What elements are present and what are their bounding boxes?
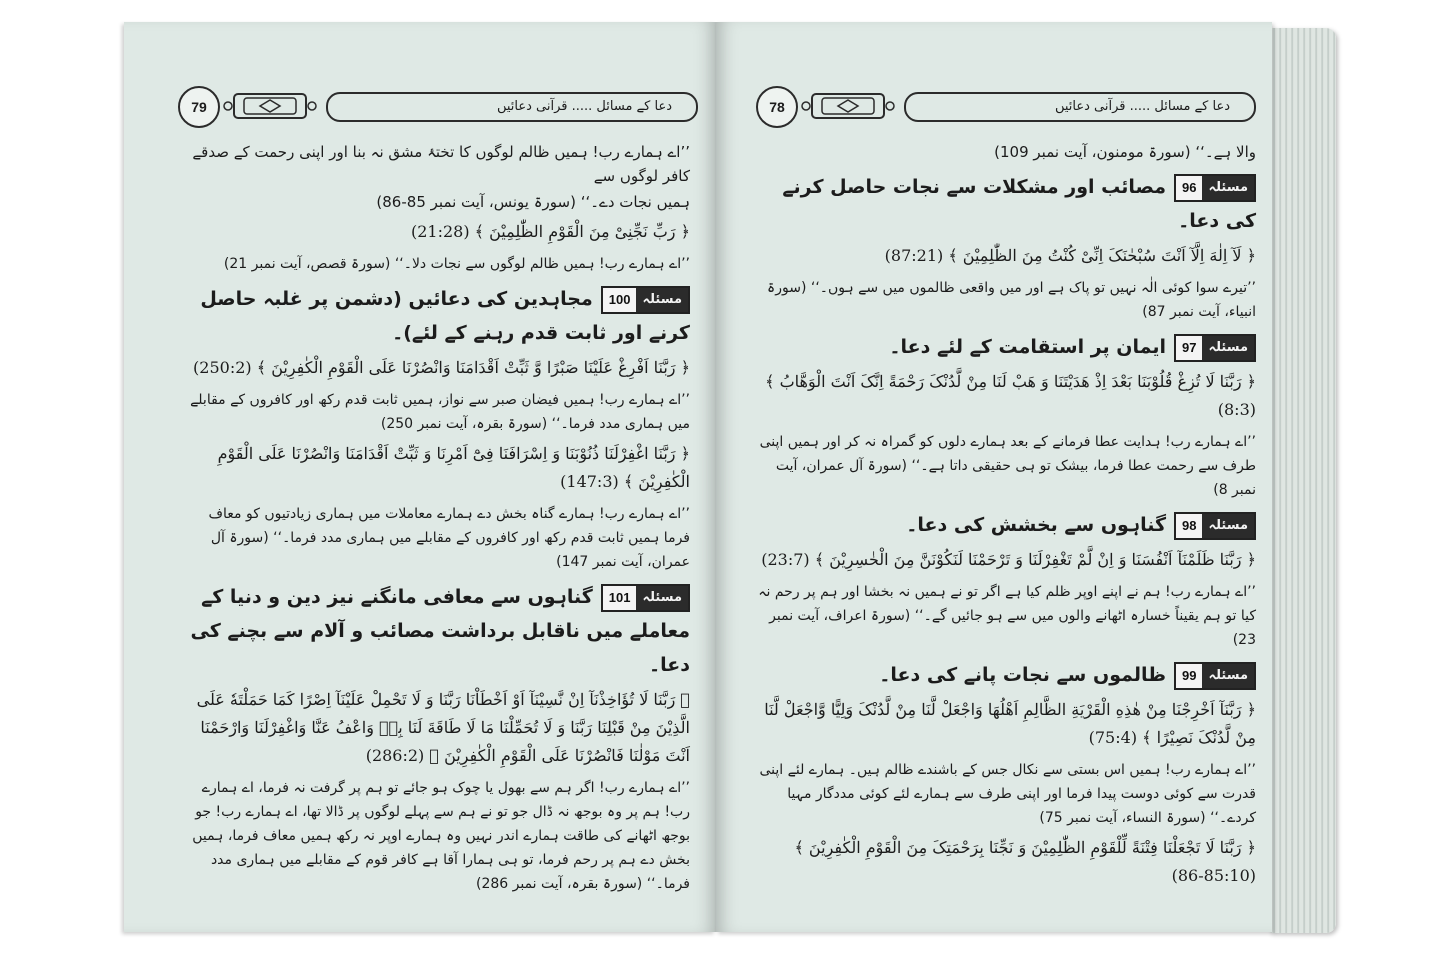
arabic-verse: ﴿ رَبِّ نَجِّنِیْ مِنَ الْقَوْمِ الظّٰلِمِیْنَ ﴾ (21:28) (410, 222, 690, 241)
masla-title: گناہوں سے بخشش کی دعا۔ (906, 514, 1167, 536)
left-page-header (178, 82, 698, 130)
right-page-header (756, 82, 1256, 130)
masla-heading (178, 580, 690, 682)
page-number: 79 (178, 86, 220, 128)
masla-title: ایمان پر استقامت کے لئے دعا۔ (889, 336, 1167, 358)
masla-title: مجاہدین کی دعائیں (دشمن پر غلبہ حاصل کرنے اور ثابت قدم رہنے کے لئے)۔ (200, 288, 690, 344)
masla-heading (756, 330, 1256, 364)
header-banner: دعا کے مسائل ..... قرآنی دعائیں (326, 92, 698, 122)
masla-badge (1174, 174, 1256, 202)
masla-badge (601, 286, 690, 314)
masla-label: مسئلہ (636, 586, 688, 610)
ornament-icon (798, 88, 898, 124)
masla-label: مسئلہ (1202, 664, 1254, 688)
body-text: والا ہے۔‘‘ (سورۃ مومنون، آیت نمبر 109) (994, 143, 1256, 161)
arabic-verse: ﴿ رَبَّنَا ظَلَمْنَآ اَنْفُسَنَا وَ اِنْ لَّمْ تَغْفِرْلَنَا وَ تَرْحَمْنَا لَنَکُوْنَنَّ مِنَ الْخٰسِرِیْنَ ﴾ (23:7) (761, 550, 1256, 569)
translation-text: ’’اے ہمارے رب! ہمیں اس بستی سے نکال جس کے باشندے ظالم ہیں۔ ہمارے لئے اپنی قدرت سے کوئی دوست پیدا فرما اور اپنی طرف سے ہمارے لئے کوئی مددگار مہیا کردے۔‘‘ (سورۃ النساء، آیت نمبر 75) (759, 762, 1256, 826)
masla-number: 101 (603, 586, 637, 610)
translation-text: ’’اے ہمارے رب! ہمارے گناہ بخش دے ہمارے معاملات میں ہماری زیادتیوں کو معاف فرما ہمیں ثابت قدم رکھ اور کافروں کے مقابلے میں ہماری مدد فرما۔‘‘ (سورۃ آل عمران، آیت نمبر 147) (208, 506, 690, 570)
arabic-verse: ﴿ رَبَّنَآ اَخْرِجْنَا مِنْ هٰذِهِ الْقَرْیَةِ الظَّالِمِ اَهْلُهَا وَاجْعَلْ لَّنَا مِنْ لَّدُنْکَ وَلِیًّا وَّاجْعَلْ لَّنَا مِنْ لَّدُنْکَ نَصِیْرًا ﴾ (75:4) (764, 700, 1256, 747)
masla-heading (756, 508, 1256, 542)
translation-text: ’’اے ہمارے رب! اگر ہم سے بھول یا چوک ہو جائے تو ہم پر گرفت نہ فرما، اے ہمارے رب! ہم پر وہ بوجھ نہ ڈال جو تو نے ہم سے پہلے لوگوں پر ڈالا تھا، اے ہمارے رب! جو بوجھ اٹھانے کی طاقت ہمارے اندر نہیں وہ ہمارے اوپر نہ رکھ ہمیں معاف فرما، ہمیں بخش دے ہم پر رحم فرما، تو ہی ہمارا آقا ہے کافر قوم کے مقابلے میں ہماری مدد فرما۔‘‘ (سورۃ بقرہ، آیت نمبر 286) (192, 780, 690, 892)
arabic-verse: ﴿ لَآ اِلٰهَ اِلَّآ اَنْتَ سُبْحٰنَکَ اِنِّیْ کُنْتُ مِنَ الظّٰلِمِیْنَ ﴾ (87:21) (884, 246, 1256, 265)
translation-text: ’’اے ہمارے رب! ہمیں فیضان صبر سے نواز، ہمیں ثابت قدم رکھ اور کافروں کے مقابلے میں ہماری مدد فرما۔‘‘ (سورۃ بقرہ، آیت نمبر 250) (190, 392, 690, 432)
right-page (716, 22, 1272, 932)
page-number: 78 (756, 86, 798, 128)
masla-number: 96 (1176, 176, 1202, 200)
left-page-content (178, 140, 690, 900)
masla-number: 97 (1176, 336, 1202, 360)
masla-title: مصائب اور مشکلات سے نجات حاصل کرنے کی دعا۔ (782, 176, 1256, 232)
masla-title: گناہوں سے معافی مانگنے نیز دین و دنیا کے معاملے میں ناقابل برداشت مصائب و آلام سے بچنے کی دعا۔ (190, 586, 690, 676)
masla-badge (1174, 334, 1256, 362)
masla-title: ظالموں سے نجات پانے کی دعا۔ (879, 664, 1167, 686)
masla-label: مسئلہ (636, 288, 688, 312)
page-edges (1270, 28, 1336, 933)
masla-heading (756, 658, 1256, 692)
masla-heading (178, 282, 690, 350)
masla-label: مسئلہ (1202, 176, 1254, 200)
right-page-content (756, 140, 1256, 896)
masla-badge (1174, 512, 1256, 540)
masla-label: مسئلہ (1202, 514, 1254, 538)
arabic-verse: ﴿ رَبَّنَا اغْفِرْلَنَا ذُنُوْبَنَا وَ اِسْرَافَنَا فِیْٓ اَمْرِنَا وَ ثَبِّتْ اَقْدَامَنَا وَانْصُرْنَا عَلَی الْقَوْمِ الْکٰفِرِیْنَ ﴾ (147:3) (217, 444, 690, 491)
left-page (124, 22, 716, 932)
masla-number: 98 (1176, 514, 1202, 538)
masla-label: مسئلہ (1202, 336, 1254, 360)
body-text: ’’اے ہمارے رب! ہمیں ظالم لوگوں کا تختۂ مشق نہ بنا اور اپنی رحمت کے صدقے کافر لوگوں سے (192, 143, 690, 185)
masla-number: 99 (1176, 664, 1202, 688)
body-text: ہمیں نجات دے۔‘‘ (سورۃ یونس، آیت نمبر 85-86) (376, 193, 690, 211)
translation-text: ’’اے ہمارے رب! ہمیں ظالم لوگوں سے نجات دلا۔‘‘ (سورۃ قصص، آیت نمبر 21) (223, 256, 690, 272)
translation-text: ’’تیرے سوا کوئی الٰہ نہیں تو پاک ہے اور میں واقعی ظالموں میں سے ہوں۔‘‘ (سورۃ انبیاء، آیت نمبر 87) (767, 280, 1256, 320)
ornament-icon (220, 88, 320, 124)
translation-text: ’’اے ہمارے رب! ہدایت عطا فرمانے کے بعد ہمارے دلوں کو گمراہ نہ کر اور ہمیں اپنی طرف سے رحمت عطا فرما، بیشک تو ہی حقیقی داتا ہے۔‘‘ (سورۃ آل عمران، آیت نمبر 8) (759, 434, 1256, 498)
masla-heading (756, 170, 1256, 238)
header-banner: دعا کے مسائل ..... قرآنی دعائیں (904, 92, 1256, 122)
masla-badge (1174, 662, 1256, 690)
arabic-verse: ﴿ رَبَّنَا لَا تَجْعَلْنَا فِتْنَةً لِّلْقَوْمِ الظّٰلِمِیْنَ وَ نَجِّنَا بِرَحْمَتِکَ مِنَ الْقَوْمِ الْکٰفِرِیْنَ ﴾ (85:10-86) (794, 838, 1256, 885)
arabic-verse: ﴿ رَبَّنَا لَا تُزِغْ قُلُوْبَنَا بَعْدَ اِذْ هَدَیْتَنَا وَ هَبْ لَنَا مِنْ لَّدُنْکَ رَحْمَةً اِنَّکَ اَنْتَ الْوَهَّابُ ﴾ (8:3) (765, 372, 1256, 419)
arabic-verse: ﴿ رَبَّنَا لَا تُؤَاخِذْنَآ اِنْ نَّسِیْنَآ اَوْ اَخْطَاْنَا رَبَّنَا وَ لَا تَحْمِلْ عَلَیْنَآ اِصْرًا کَمَا حَمَلْتَهٗ عَلَی الَّذِیْنَ مِنْ قَبْلِنَا رَبَّنَا وَ لَا تُحَمِّلْنَا مَا لَا طَاقَةَ لَنَا بِهٖ وَاعْفُ عَنَّا وَاغْفِرْلَنَا وَارْحَمْنَا اَنْتَ مَوْلٰنَا فَانْصُرْنَا عَلَی الْقَوْمِ الْکٰفِرِیْنَ ﴾ (286:2) (196, 690, 690, 765)
arabic-verse: ﴿ رَبَّنَا اَفْرِغْ عَلَیْنَا صَبْرًا وَّ ثَبِّتْ اَقْدَامَنَا وَانْصُرْنَا عَلَی الْقَوْمِ الْکٰفِرِیْنَ ﴾ (250:2) (193, 358, 690, 377)
masla-badge (601, 584, 690, 612)
masla-number: 100 (603, 288, 637, 312)
translation-text: ’’اے ہمارے رب! ہم نے اپنے اوپر ظلم کیا ہے اگر تو نے ہمیں نہ بخشا اور ہم پر رحم نہ کیا تو ہم یقیناً خسارہ اٹھانے والوں میں سے ہو جائیں گے۔‘‘ (سورۃ اعراف، آیت نمبر 23) (758, 584, 1256, 648)
